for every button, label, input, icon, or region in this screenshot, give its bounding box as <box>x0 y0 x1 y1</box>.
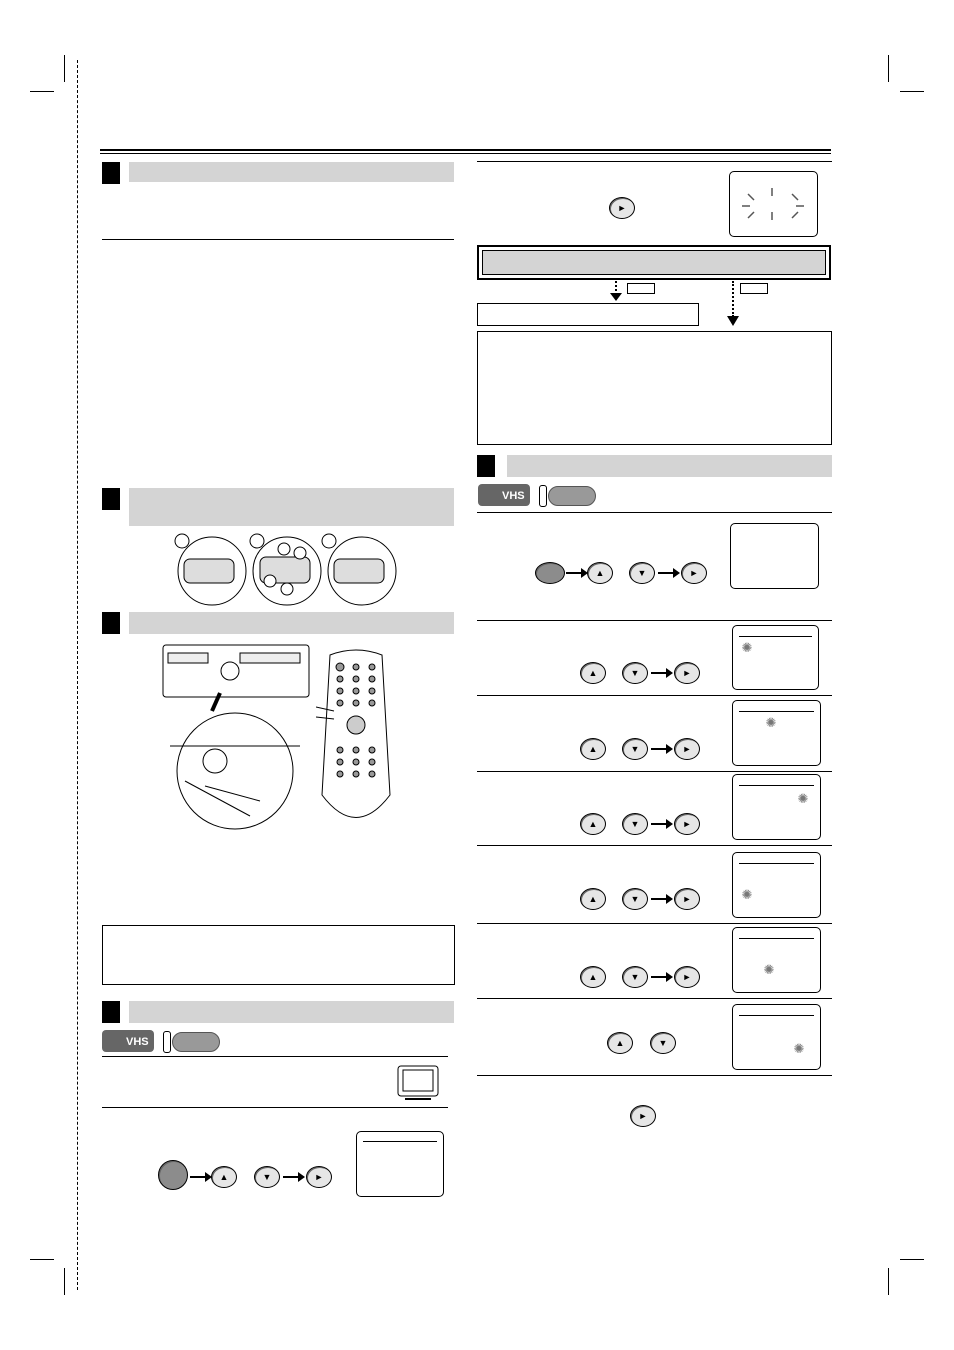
flow-arrow <box>651 898 667 900</box>
step-divider <box>102 1107 448 1108</box>
down-button[interactable]: ▼ <box>622 966 648 988</box>
crop-mark <box>30 91 54 92</box>
step-divider <box>477 845 832 846</box>
blinking-cursor-icon: ✺ <box>797 791 809 806</box>
tv-icon <box>397 1065 439 1101</box>
blinking-cursor-icon: ✺ <box>763 962 775 977</box>
remote-control-illustration <box>316 645 396 830</box>
flow-arrow <box>651 976 667 978</box>
setting-screen <box>732 700 821 766</box>
battery-illustration <box>172 531 397 611</box>
up-button[interactable]: ▲ <box>580 662 606 684</box>
flow-arrow <box>658 572 674 574</box>
down-button[interactable]: ▼ <box>622 888 648 910</box>
up-button[interactable]: ▲ <box>211 1166 237 1188</box>
up-button[interactable]: ▲ <box>580 813 606 835</box>
vhs-cassette-icon: VHS <box>102 1030 154 1052</box>
section-marker <box>102 488 120 510</box>
crop-mark <box>64 1268 65 1295</box>
crop-mark <box>888 55 889 82</box>
setting-screen <box>732 625 819 690</box>
clock-screen <box>729 171 818 237</box>
section-marker <box>102 1001 120 1023</box>
section-bar <box>129 612 454 634</box>
play-button[interactable]: ► <box>674 738 700 760</box>
vcr-mode-key-icon <box>172 1032 220 1052</box>
menu-button[interactable] <box>535 562 565 584</box>
arrow-head <box>727 316 739 326</box>
step-divider <box>477 998 832 999</box>
flow-arrow <box>651 672 667 674</box>
vcr-mode-key-icon <box>548 486 596 506</box>
section-marker <box>102 612 120 634</box>
setting-screen <box>732 1004 821 1070</box>
result-box <box>477 303 699 326</box>
up-button[interactable]: ▲ <box>607 1032 633 1054</box>
step-divider <box>477 620 832 621</box>
crop-mark <box>888 1268 889 1295</box>
down-button[interactable]: ▼ <box>622 662 648 684</box>
info-box <box>477 331 832 445</box>
setting-screen <box>732 774 821 840</box>
setting-screen <box>732 927 821 993</box>
section-marker <box>477 455 495 477</box>
crop-mark <box>30 1259 54 1260</box>
menu-screen <box>356 1131 444 1197</box>
up-button[interactable]: ▲ <box>580 888 606 910</box>
dotted-arrow <box>732 281 734 317</box>
play-button[interactable]: ► <box>630 1105 656 1127</box>
down-button[interactable]: ▼ <box>254 1166 280 1188</box>
option-label-box <box>740 283 768 294</box>
mode-switch-icon <box>163 1031 171 1053</box>
setting-screen <box>732 852 821 918</box>
up-button[interactable]: ▲ <box>580 738 606 760</box>
vhs-cassette-icon: VHS <box>478 484 530 506</box>
blinking-cursor-icon: ✺ <box>793 1041 805 1056</box>
blinking-cursor-icon: ✺ <box>765 715 777 730</box>
note-box <box>102 925 455 985</box>
section-divider <box>477 161 832 162</box>
section-divider <box>102 239 454 240</box>
section-bar <box>507 455 832 477</box>
vcr-illustration <box>160 641 320 831</box>
section-bar <box>129 162 454 182</box>
up-button[interactable]: ▲ <box>580 966 606 988</box>
flow-arrow <box>190 1176 206 1178</box>
up-button[interactable]: ▲ <box>587 562 613 584</box>
blinking-cursor-icon: ✺ <box>741 640 753 655</box>
play-button[interactable]: ► <box>674 813 700 835</box>
flow-arrow <box>651 748 667 750</box>
down-button[interactable]: ▼ <box>650 1032 676 1054</box>
flow-arrow <box>566 572 582 574</box>
crop-mark <box>64 55 65 82</box>
binding-dash-line <box>77 60 78 1290</box>
play-button[interactable]: ► <box>609 197 635 219</box>
crop-mark <box>900 1259 924 1260</box>
crop-mark <box>900 91 924 92</box>
menu-button[interactable] <box>158 1160 188 1190</box>
mode-switch-icon <box>539 485 547 507</box>
step-divider <box>102 1056 448 1057</box>
down-button[interactable]: ▼ <box>622 813 648 835</box>
section-marker <box>102 162 120 184</box>
step-divider <box>477 1075 832 1076</box>
option-label-box <box>627 283 655 294</box>
play-button[interactable]: ► <box>306 1166 332 1188</box>
down-button[interactable]: ▼ <box>629 562 655 584</box>
decision-box <box>477 245 831 280</box>
flow-arrow <box>651 823 667 825</box>
header-rule-thin <box>100 153 831 154</box>
play-button[interactable]: ► <box>674 966 700 988</box>
arrow-head <box>610 293 622 301</box>
section-bar <box>129 488 454 526</box>
play-button[interactable]: ► <box>681 562 707 584</box>
step-divider <box>477 695 832 696</box>
flow-arrow <box>283 1176 299 1178</box>
play-button[interactable]: ► <box>674 888 700 910</box>
step-divider <box>477 923 832 924</box>
menu-screen <box>730 523 819 589</box>
header-rule <box>100 149 831 151</box>
section-bar <box>129 1001 454 1023</box>
play-button[interactable]: ► <box>674 662 700 684</box>
step-divider <box>477 512 832 513</box>
down-button[interactable]: ▼ <box>622 738 648 760</box>
step-divider <box>477 771 832 772</box>
blinking-cursor-icon: ✺ <box>741 887 753 902</box>
